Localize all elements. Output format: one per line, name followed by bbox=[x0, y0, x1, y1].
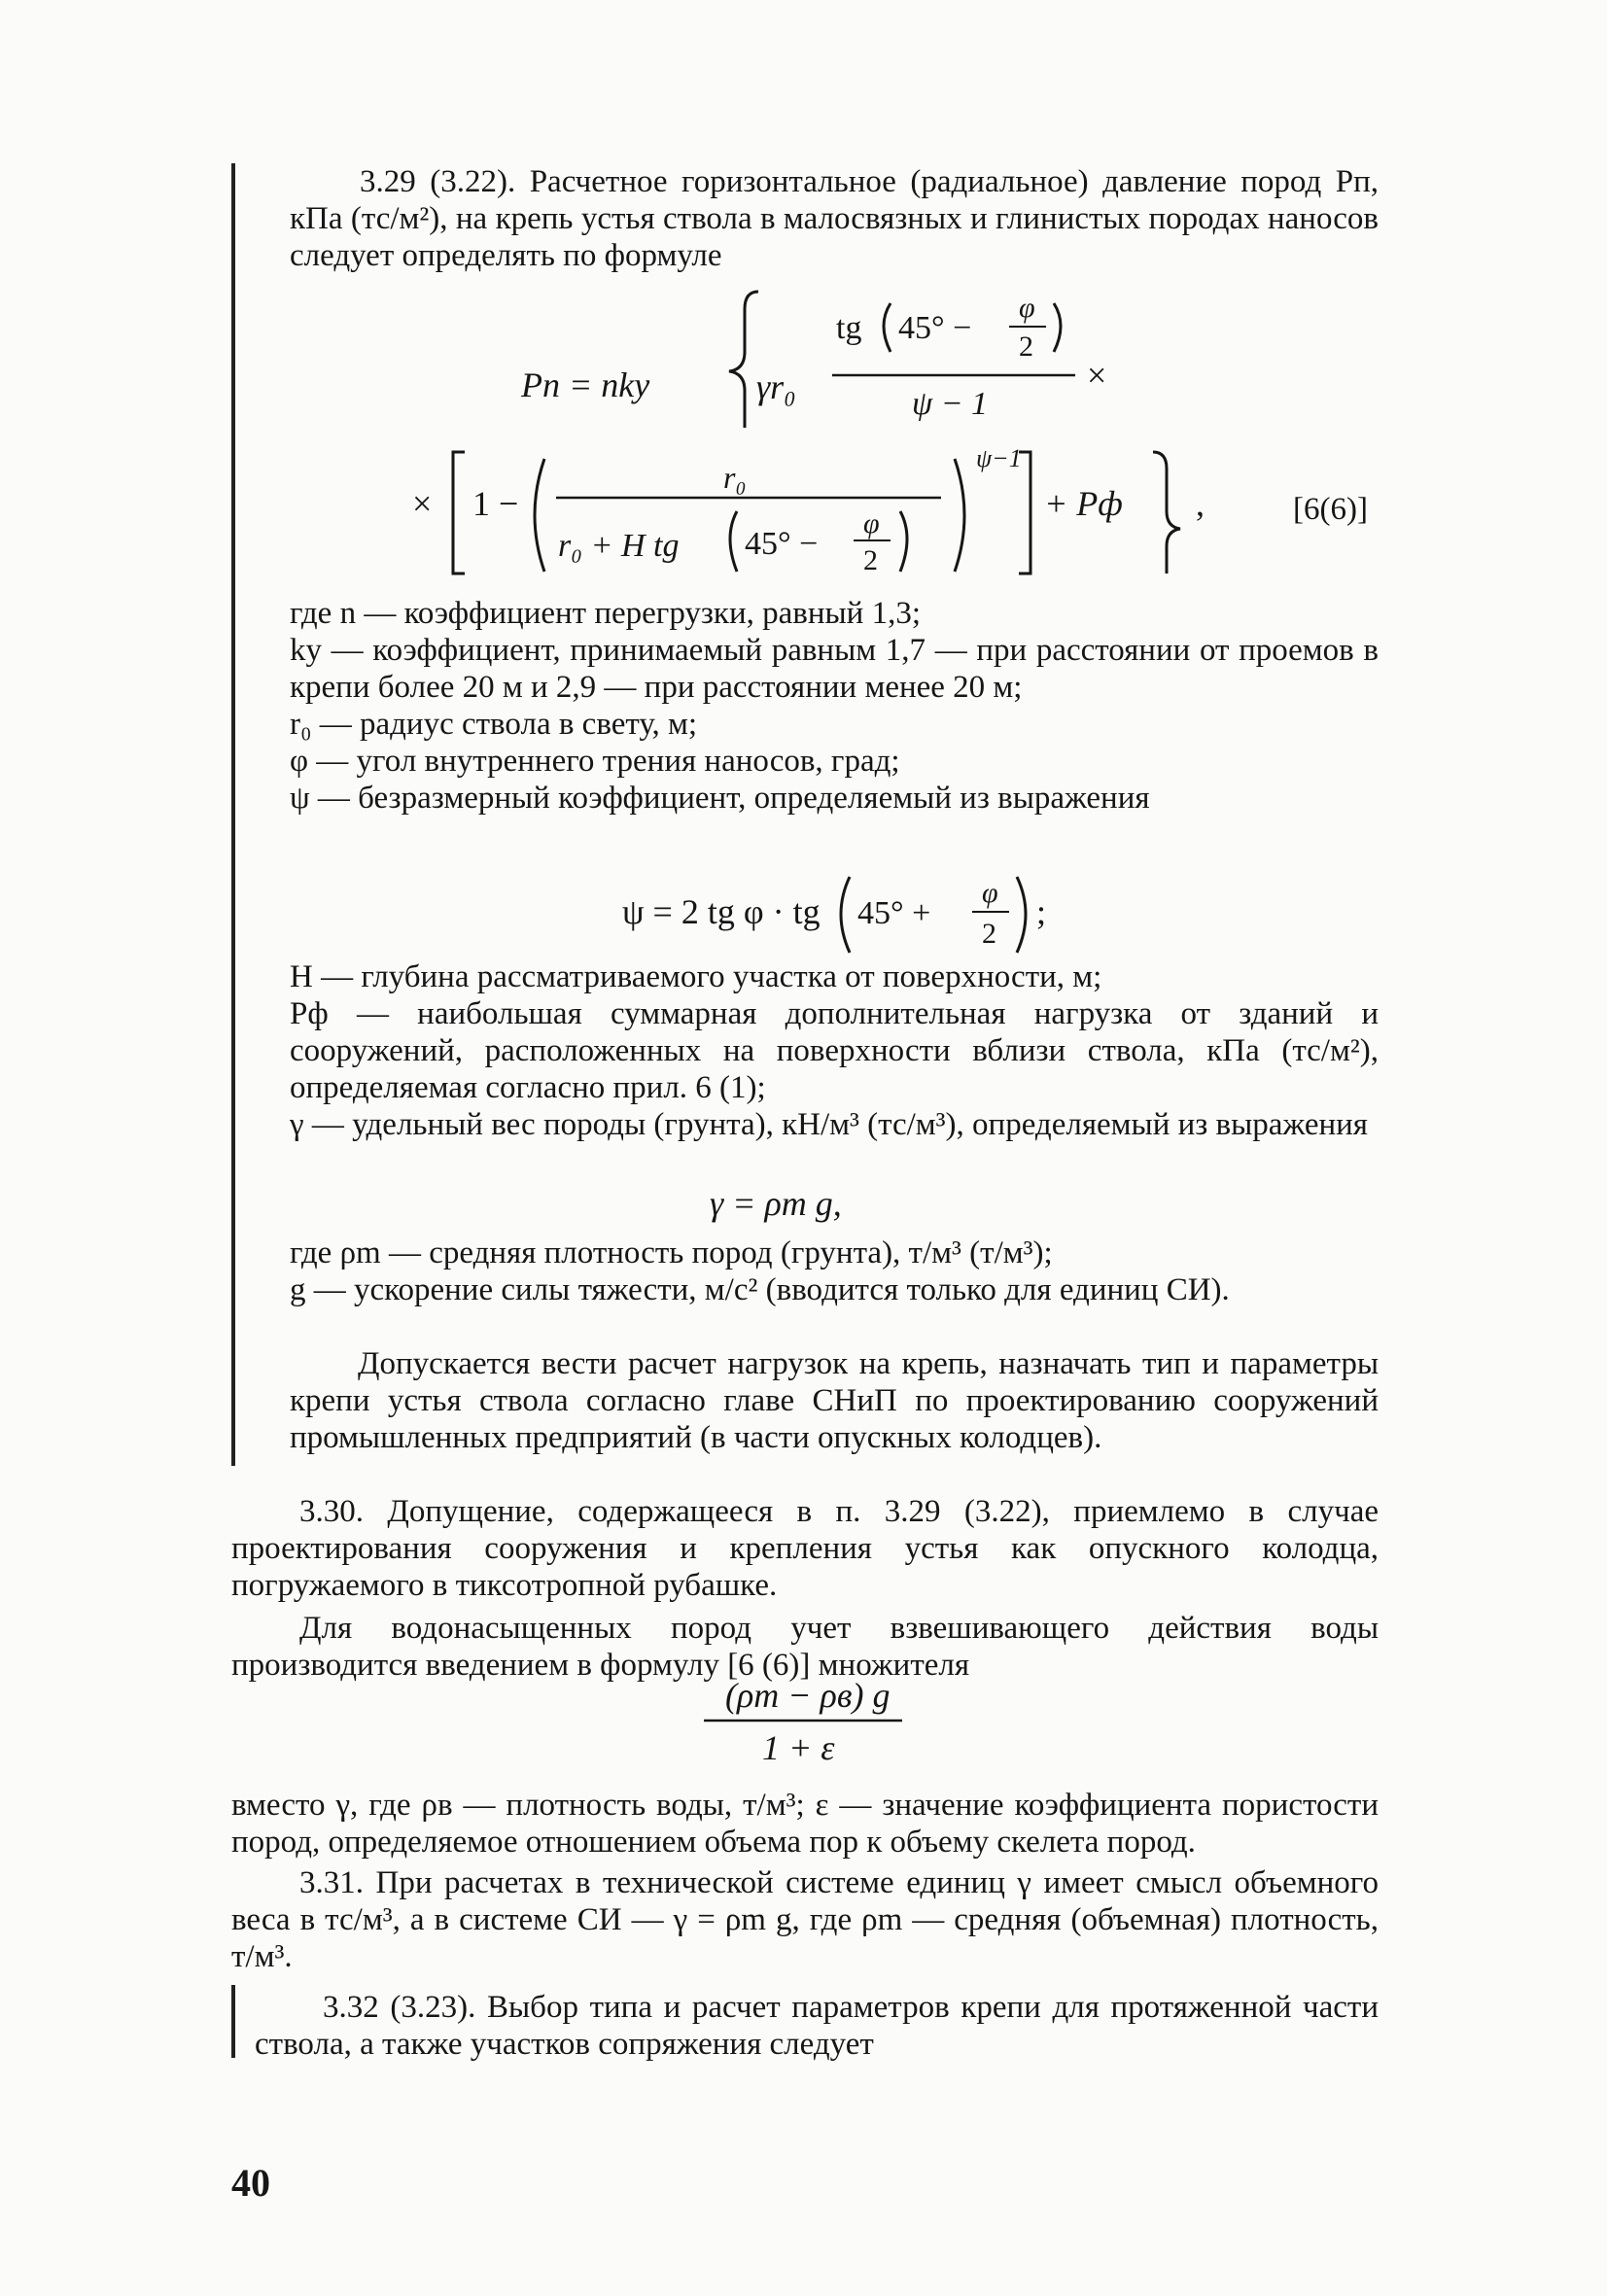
formula2-lhs: ψ = 2 tg φ · tg bbox=[622, 892, 821, 931]
formula2-angle: 45° + bbox=[857, 895, 931, 931]
formula-lhs: Рп = nkу bbox=[521, 365, 650, 404]
page-number: 40 bbox=[231, 2161, 270, 2205]
paragraph-3-30: 3.30. Допущение, содержащееся в п. 3.29 (3.22), приемлемо в случае проектирования сооружения и крепления устья как опускного колодца, погружаемого в тиксотропной рубашке. bbox=[231, 1494, 1379, 1603]
formula-gamma-svg bbox=[231, 1178, 1379, 1227]
paren-close bbox=[1054, 303, 1061, 352]
paragraph-3-29: 3.29 (3.22). Расчетное горизонтальное (радиальное) давление пород Рп, кПа (тс/м²), на крепь устья ствола в малосвязных и глинистых породах наносов следует определять по формуле bbox=[290, 164, 1379, 273]
def-ky: kу — коэффициент, принимаемый равным 1,7 — при расстоянии от проемов в крепи более 20 м и 2,9 — при расстоянии менее 20 м; bbox=[290, 633, 1379, 705]
formula-times-2: × bbox=[412, 484, 433, 523]
def-psi: ψ — безразмерный коэффициент, определяемый из выражения bbox=[290, 781, 1150, 816]
paragraph-allowed: Допускается вести расчет нагрузок на крепь, назначать тип и параметры крепи устья ствола согласно главе СНиП по проектированию сооружений промышленных предприятий (в части опускных колодцев). bbox=[290, 1346, 1379, 1455]
formula-angle-2: 45° − bbox=[745, 526, 819, 562]
formula-times: × bbox=[1087, 356, 1107, 395]
def-r0: r₀ — радиус ствола в свету, м; bbox=[290, 707, 698, 742]
margin-bar-bottom bbox=[231, 1985, 235, 2058]
formula-multiplier-svg bbox=[231, 1672, 1379, 1769]
def-rho: где ρm — средняя плотность пород (грунта), т/м³ (т/м³); bbox=[290, 1235, 1053, 1270]
formula2-two: 2 bbox=[982, 918, 996, 950]
def-gamma: γ — удельный вес породы (грунта), кН/м³ (тс/м³), определяемый из выражения bbox=[290, 1107, 1368, 1142]
paragraph-instead: вместо γ, где ρв — плотность воды, т/м³; ε — значение коэффициента пористости пород, определяемое отношением объема пор к объему скелета пород. bbox=[231, 1788, 1379, 1860]
paren-close-2 bbox=[900, 511, 907, 572]
equation-number: [6(6)] bbox=[1293, 492, 1368, 527]
formula-two-2: 2 bbox=[863, 544, 878, 576]
formula2-tail: ; bbox=[1036, 892, 1047, 931]
formula-psi bbox=[231, 863, 1379, 960]
formula2-paren-open bbox=[841, 877, 850, 953]
def-h: H — глубина рассматриваемого участка от поверхности, м; bbox=[290, 959, 1102, 994]
formula2-paren-close bbox=[1017, 877, 1026, 953]
formula-plus-pf: + Рф bbox=[1044, 484, 1123, 523]
formula-pressure bbox=[231, 282, 1379, 593]
definitions-block-2 bbox=[290, 958, 1379, 1143]
paragraph-3-32: 3.32 (3.23). Выбор типа и расчет параметров крепи для протяженной части ствола, а также участков сопряжения следует bbox=[255, 1990, 1379, 2062]
formula-angle: 45° − bbox=[898, 310, 972, 346]
formula-two: 2 bbox=[1019, 330, 1033, 363]
formula-phi-2: φ bbox=[863, 507, 880, 539]
formula-r0-plus-h: r₀ + H tg bbox=[558, 528, 680, 564]
formula4-denominator: 1 + ε bbox=[762, 1728, 835, 1767]
formula-exponent: ψ−1 bbox=[976, 444, 1022, 472]
brace-open bbox=[729, 292, 758, 428]
bracket-open bbox=[453, 452, 465, 574]
formula-one-minus: 1 − bbox=[472, 484, 519, 523]
paragraph-water: Для водонасыщенных пород учет взвешивающего действия воды производится введением в формулу [6 (6)] множителя bbox=[231, 1611, 1379, 1683]
paren-big-close bbox=[955, 459, 964, 572]
brace-close bbox=[1153, 452, 1180, 574]
formula-multiplier bbox=[231, 1672, 1379, 1769]
definitions-block-1 bbox=[290, 595, 1379, 817]
formula-comma: , bbox=[1196, 484, 1205, 523]
definitions-block-3 bbox=[290, 1235, 1379, 1308]
formula-gamma bbox=[231, 1178, 1379, 1227]
def-g: g — ускорение силы тяжести, м/с² (вводится только для единиц СИ). bbox=[290, 1272, 1230, 1307]
formula4-numerator: (ρm − ρв) g bbox=[725, 1676, 891, 1715]
formula-denominator: ψ − 1 bbox=[912, 386, 989, 422]
formula-gamma-r0: γr₀ bbox=[756, 367, 796, 406]
formula-pressure-svg bbox=[231, 282, 1379, 593]
paren-open-2 bbox=[730, 511, 737, 572]
formula-psi-svg bbox=[231, 863, 1379, 960]
paren-open bbox=[884, 303, 891, 352]
formula-phi: φ bbox=[1019, 292, 1035, 324]
formula-tg: tg bbox=[836, 310, 862, 346]
def-pf: Рф — наибольшая суммарная дополнительная нагрузка от зданий и сооружений, расположенных на поверхности вблизи ствола, кПа (тс/м²), определяемая согласно прил. 6 (1); bbox=[290, 996, 1379, 1105]
paragraph-3-31: 3.31. При расчетах в технической системе единиц γ имеет смысл объемного веса в тс/м³, а в системе СИ — γ = ρm g, где ρm — средняя (объемная) плотность, т/м³. bbox=[231, 1865, 1379, 1974]
formula3-text: γ = ρm g, bbox=[710, 1184, 842, 1223]
def-phi: φ — угол внутреннего трения наносов, град; bbox=[290, 744, 900, 779]
formula2-phi: φ bbox=[982, 877, 998, 909]
formula-r0: r₀ bbox=[723, 460, 747, 495]
paren-big-open bbox=[535, 459, 544, 572]
def-n: где n — коэффициент перегрузки, равный 1,3; bbox=[290, 596, 922, 631]
